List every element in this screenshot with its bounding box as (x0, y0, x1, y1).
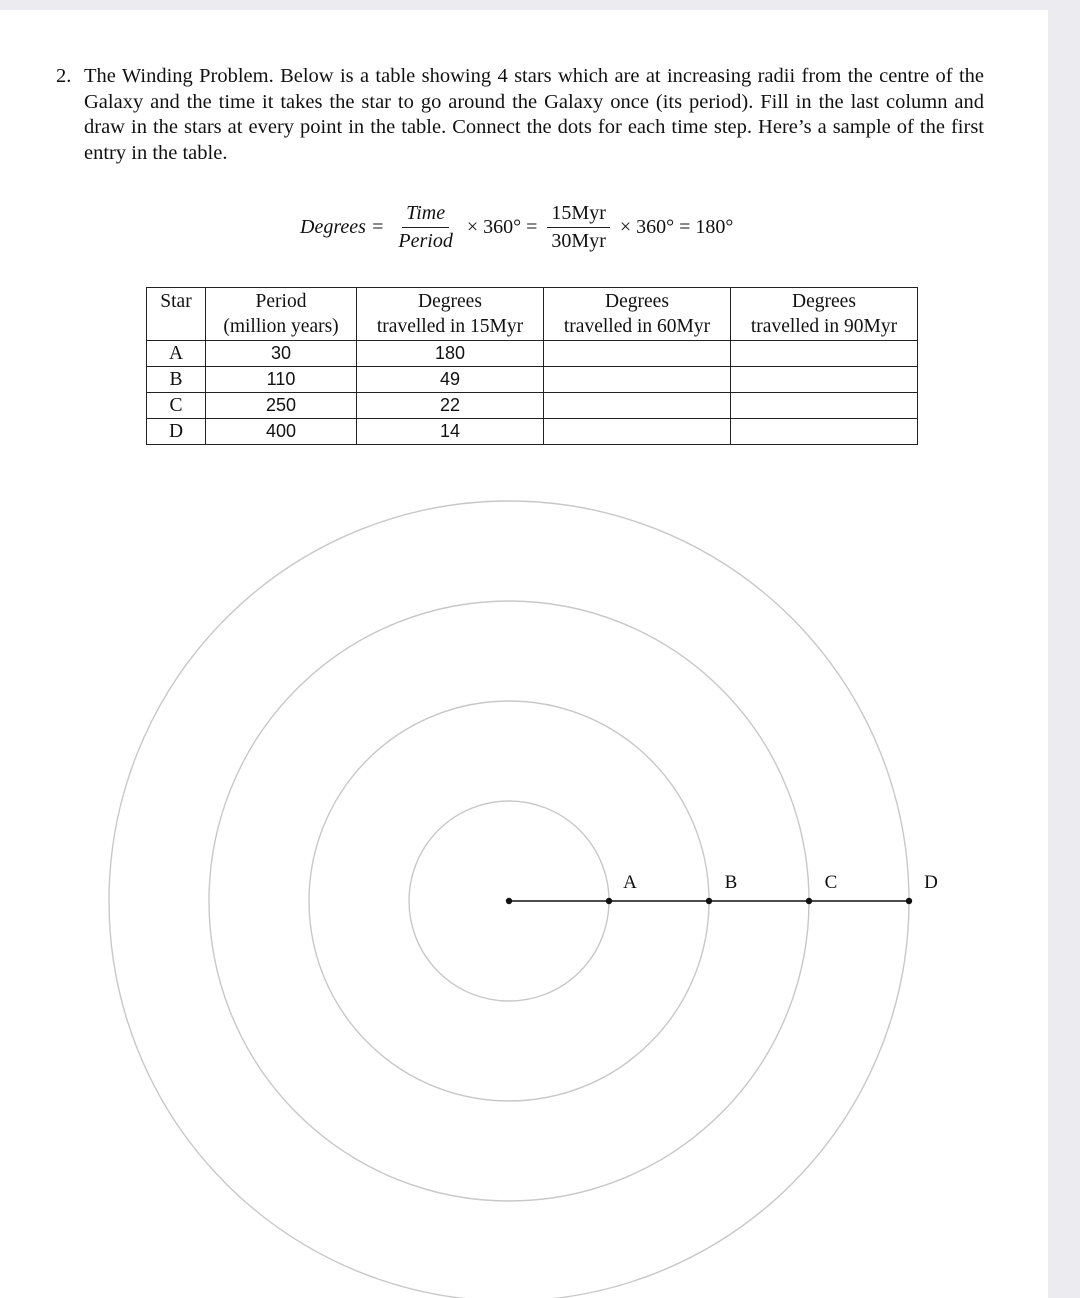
star-d-label: D (924, 872, 938, 893)
cell-degrees-15: 49 (357, 367, 544, 393)
header-degrees-15: Degrees travelled in 15Myr (357, 288, 544, 341)
problem-line: last column and draw in the stars at every point in the table. Connect the dots for each time step. (84, 90, 984, 138)
cell-period: 110 (206, 367, 357, 393)
header-degrees-60: Degrees travelled in 60Myr (544, 288, 731, 341)
cell-period: 400 (206, 419, 357, 445)
star-d-dot (906, 898, 912, 904)
header-degrees-90: Degrees travelled in 90Myr (731, 288, 918, 341)
cell-star: A (147, 341, 206, 367)
star-c-dot (806, 898, 812, 904)
cell-degrees-15: 14 (357, 419, 544, 445)
cell-degrees-15: 22 (357, 393, 544, 419)
star-c-label: C (824, 872, 838, 893)
problem-line: The Winding Problem. Below is a table showing 4 stars which are at increasing radii from the centre (84, 65, 930, 87)
star-a-dot (606, 898, 612, 904)
cell-period: 30 (206, 341, 357, 367)
cell-star: C (147, 393, 206, 419)
star-a-label: A (623, 872, 637, 893)
problem-line: of the Galaxy and the time it takes the star to go around the Galaxy once (its period). Fill in the (84, 65, 985, 113)
fraction-numerator: 15Myr (547, 202, 609, 228)
star-b-label: B (724, 872, 738, 893)
cell-star: D (147, 419, 206, 445)
cell-degrees-15: 180 (357, 341, 544, 367)
problem-line: Here’s a sample of the first entry in the table. (84, 116, 985, 164)
fraction-numerator: Time (402, 202, 449, 228)
formula-times-360: × 360° = (466, 215, 538, 238)
formula-lhs: Degrees = (300, 215, 385, 238)
galactic-centre-dot (506, 898, 512, 904)
fraction-denominator: 30Myr (551, 229, 606, 252)
fraction-denominator: Period (398, 229, 453, 252)
header-period: Period (million years) (206, 288, 357, 341)
header-star: Star (147, 288, 206, 341)
cell-period: 250 (206, 393, 357, 419)
star-b-dot (706, 898, 712, 904)
problem-number: 2. (56, 65, 72, 87)
formula-result: × 360° = 180° (619, 215, 734, 238)
cell-star: B (147, 367, 206, 393)
